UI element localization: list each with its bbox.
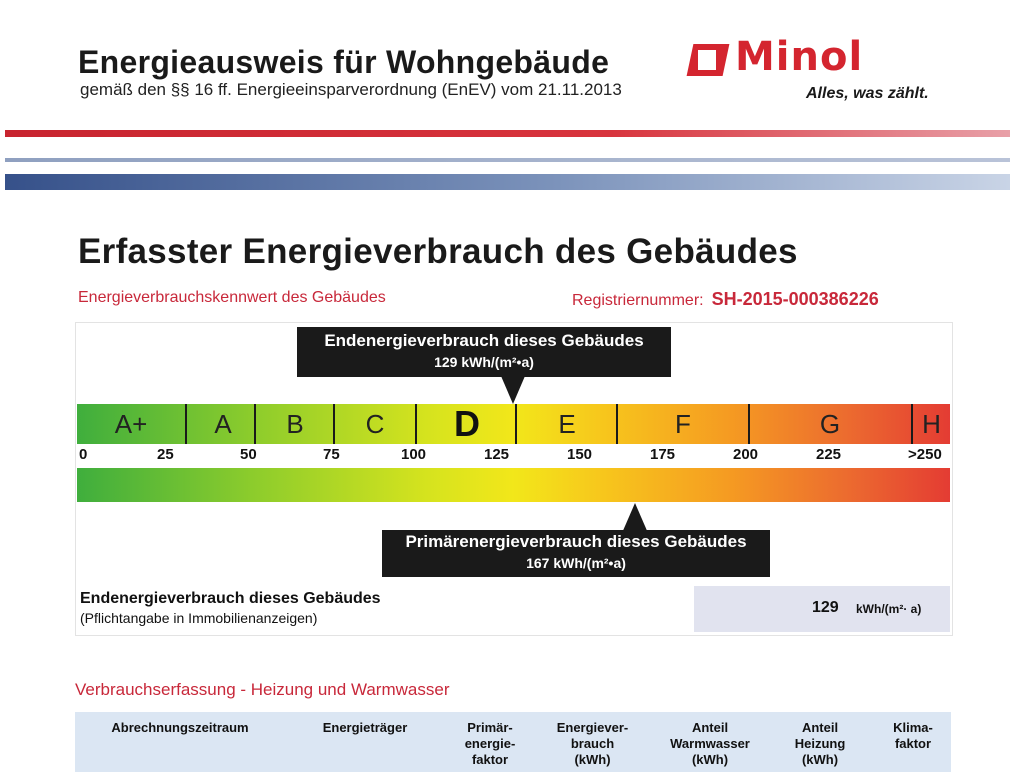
- class-f: F: [675, 409, 691, 439]
- column-header: Anteil Warmwasser (kWh): [670, 720, 750, 767]
- kennwert-label: Energieverbrauchskennwert des Gebäudes: [78, 289, 386, 306]
- logo-text: Minol: [735, 34, 864, 80]
- summary-label-block: [80, 590, 381, 626]
- endenergie-callout-value: 129 kWh/(m²•a): [434, 354, 534, 370]
- class-a-plus: A+: [114, 409, 148, 439]
- summary-value-box: [694, 586, 950, 632]
- header-stripe-blue: [5, 174, 1010, 190]
- summary-value: 129: [812, 599, 839, 616]
- tick-label: 50: [240, 446, 257, 463]
- column-header: Energieträger: [322, 720, 408, 735]
- consumption-heading: Verbrauchserfassung - Heizung und Warmwasser: [75, 680, 450, 699]
- column-header: Primär- energie- faktor: [464, 720, 516, 767]
- class-e: E: [558, 409, 576, 439]
- column-header: Anteil Heizung (kWh): [794, 720, 846, 767]
- primaerenergie-callout: [382, 530, 770, 577]
- class-a: A: [214, 409, 232, 439]
- tick-label: 225: [816, 446, 842, 463]
- primary-energy-bar: [77, 468, 950, 502]
- summary-unit: kWh/(m²· a): [856, 602, 922, 616]
- header-stripe-red: [5, 130, 1010, 137]
- endenergie-callout: [297, 327, 671, 377]
- logo-slogan: Alles, was zählt.: [806, 85, 929, 102]
- column-header: Energiever- brauch (kWh): [556, 720, 629, 767]
- class-d: D: [454, 403, 480, 444]
- summary-note: (Pflichtangabe in Immobilienanzeigen): [80, 610, 318, 626]
- tick-label: 75: [323, 446, 340, 463]
- primaerenergie-callout-label: Primärenergieverbrauch dieses Gebäudes: [405, 532, 747, 551]
- primaerenergie-pointer-icon: [622, 503, 648, 533]
- class-c: C: [365, 409, 385, 439]
- logo-mark-icon: [687, 44, 730, 76]
- class-g: G: [819, 409, 841, 439]
- column-header: Abrechnungszeitraum: [111, 720, 249, 735]
- tick-label: 0: [79, 446, 88, 463]
- column-header: Klima- faktor: [893, 720, 933, 751]
- page-title: Energieausweis für Wohngebäude: [78, 44, 610, 80]
- tick-label: 200: [733, 446, 759, 463]
- header-stripe-thin: [5, 158, 1010, 162]
- registration-label: Registriernummer:: [572, 292, 704, 309]
- endenergie-callout-label: Endenergieverbrauch dieses Gebäudes: [324, 331, 644, 350]
- tick-label: 100: [401, 446, 427, 463]
- endenergie-pointer-icon: [501, 376, 525, 406]
- summary-label: Endenergieverbrauch dieses Gebäudes: [80, 590, 381, 607]
- class-h: H: [922, 409, 941, 439]
- registration: [572, 289, 879, 310]
- class-b: B: [286, 409, 304, 439]
- section-heading: Erfasster Energieverbrauch des Gebäudes: [78, 232, 798, 271]
- page-subtitle: gemäß den §§ 16 ff. Energieeinsparverordnung (EnEV) vom 21.11.2013: [80, 80, 622, 99]
- tick-label: 150: [567, 446, 593, 463]
- tick-label: >250: [908, 446, 942, 463]
- tick-label: 175: [650, 446, 676, 463]
- registration-number: SH-2015-000386226: [711, 289, 879, 309]
- tick-label: 25: [157, 446, 174, 463]
- energy-class-bar: [77, 404, 950, 444]
- tick-label: 125: [484, 446, 510, 463]
- primaerenergie-callout-value: 167 kWh/(m²•a): [526, 555, 626, 571]
- minol-logo: [690, 34, 960, 80]
